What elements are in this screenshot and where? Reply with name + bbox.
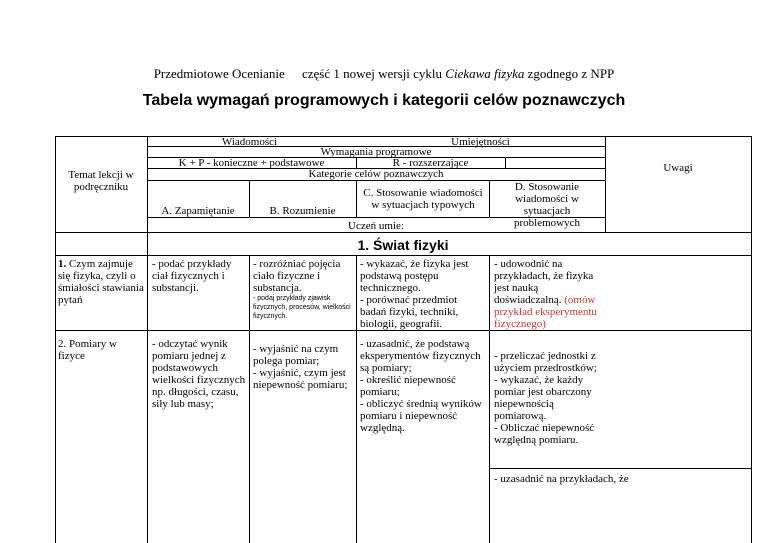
table-row <box>58 258 144 306</box>
student-can-label: Uczeń umie: <box>348 220 404 232</box>
header-part2: część 1 nowej wersji cyklu <box>301 66 443 81</box>
row2-col-a: - odczytać wynik pomiaru jednej z podstawowych wielkości fizycznych np. długości, czasu, siły lub masy; <box>152 338 246 410</box>
header-series: Ciekawa fizyka <box>445 66 525 81</box>
row1-col-d: - udowodnić na przykładach, że fizyka jest nauką doświadczalną. <box>494 258 594 306</box>
row1-col-b-note: - podaj przykłady zjawisk fizycznych, procesów, wielkości fizycznych. <box>253 295 351 320</box>
row2-col-b: - wyjaśnić na czym polega pomiar; - wyjaśnić, czym jest niepewność pomiaru; <box>253 343 348 391</box>
section-title: 1. Świat fizyki <box>357 237 449 253</box>
row1-topic: Czym zajmuje się fizyka, czyli o śmiałości stawiania pytań <box>58 258 144 306</box>
row3-col-d-partial: - uzasadnić na przykładach, że <box>494 473 629 485</box>
row1-col-c: - wykazać, że fizyka jest podstawą postępu technicznego. - porównać przedmiot badań fizyki, techniki, biologii, geografii. <box>360 258 469 330</box>
row1-col-d-note: (omów przykład eksperymentu fizycznego) <box>494 294 597 330</box>
page-title: Tabela wymagań programowych i kategorii celów poznawczych <box>142 92 626 109</box>
categories-label: Kategorie celów poznawczych <box>308 168 444 180</box>
kp-label: K + P - konieczne + podstawowe <box>178 157 325 169</box>
knowledge-header: Wiadomości <box>221 136 278 148</box>
col-c-header: C. Stosowanie wiadomości w sytuacjach typowych <box>363 187 483 211</box>
row2-num: 2. <box>58 338 67 350</box>
notes-header: Uwagi <box>663 162 693 174</box>
table-row <box>58 338 144 362</box>
topic-header: Temat lekcji w podręczniku <box>68 169 134 193</box>
document-header <box>0 66 768 82</box>
skills-header: Umiejętności <box>451 136 510 148</box>
col-a-header: A. Zapamiętanie <box>161 205 235 217</box>
row2-topic: Pomiary w fizyce <box>58 338 117 362</box>
row2-col-c: - uzasadnić, że podstawą eksperymentów fizycznych są pomiary; - określić niepewność pomiaru; - obliczyć średnią wyników pomiaru i niepewność względną. <box>360 338 482 434</box>
header-part3: zgodnego z NPP <box>527 66 615 81</box>
col-d-header: D. Stosowanie wiadomości w sytuacjach problemowych <box>514 181 580 229</box>
row1-col-b: - rozróżniać pojęcia ciało fizyczne i substancja. <box>253 258 341 294</box>
row1-num: 1. <box>58 258 67 270</box>
row2-col-d: - przeliczać jednostki z użyciem przedrostków; - wykazać, że każdy pomiar jest obarczony niepewnością pomiarową. - Obliczać niepewność względną pomiaru. <box>494 350 597 446</box>
program-requirements: Wymagania programowe <box>320 146 432 158</box>
row1-col-a: - podać przykłady ciał fizycznych i substancji. <box>152 258 232 294</box>
header-part1: Przedmiotowe Ocenianie <box>153 66 285 81</box>
r-label: R - rozszerzające <box>392 157 469 169</box>
col-b-header: B. Rozumienie <box>269 205 336 217</box>
